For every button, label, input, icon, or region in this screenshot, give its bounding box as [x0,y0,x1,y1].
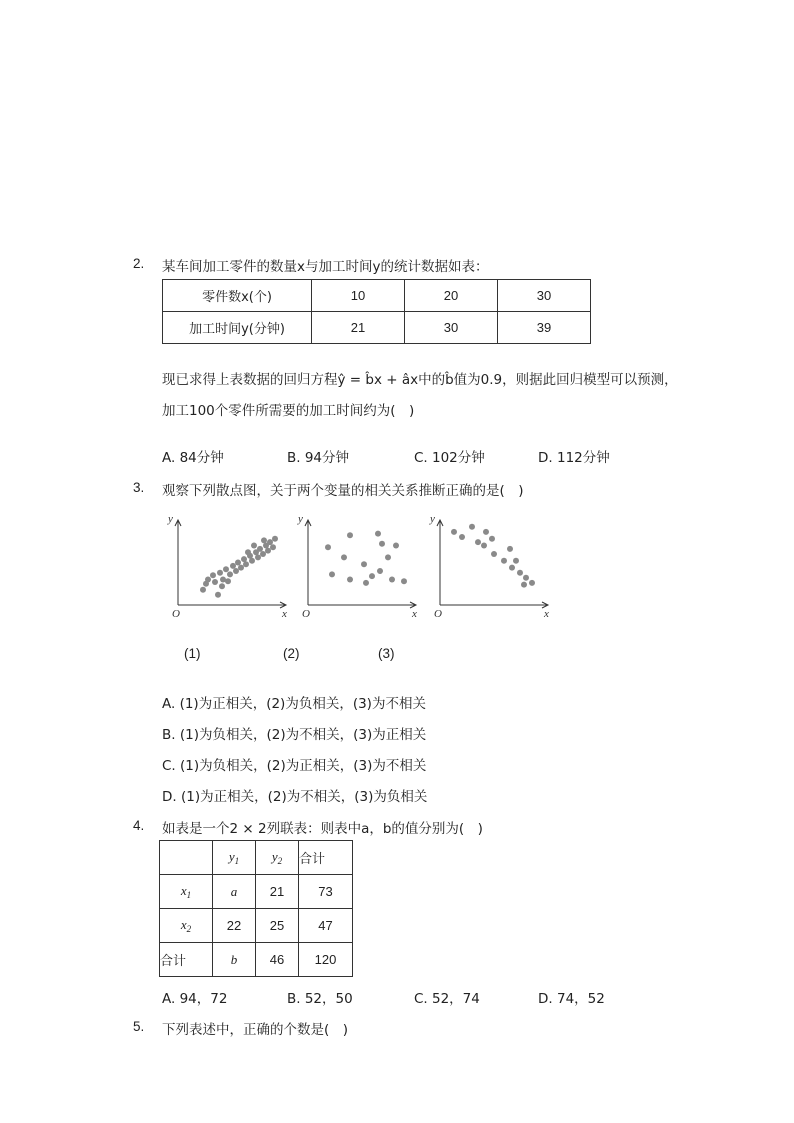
x-axis-label: x [412,608,417,620]
scatter-point [385,554,391,560]
q4-option-d[interactable]: D. 74，52 [538,991,605,1007]
origin-label: O [172,608,180,620]
scatter-point [363,580,369,586]
scatter-point [483,529,489,535]
table-cell: 合计 [299,841,353,875]
scatter-point [469,524,475,530]
table-cell: b [213,943,256,977]
q4-contingency-table [159,840,353,977]
scatter-point [341,554,347,560]
scatter-point [401,578,407,584]
table-cell: a [213,875,256,909]
q3-option-b[interactable]: B. (1)为负相关，(2)为不相关，(3)为正相关 [162,727,427,743]
scatter-point [361,561,367,567]
q3-number: 3. [133,480,145,495]
table-cell: 46 [256,943,299,977]
table-row [163,280,591,312]
scatter-point [329,571,335,577]
q3-option-c[interactable]: C. (1)为负相关，(2)为正相关，(3)为不相关 [162,758,427,774]
scatter-point [210,572,216,578]
q5-stem: 下列表述中，正确的个数是( ) [162,1022,349,1038]
table-cell: 30 [405,312,498,344]
table-row [160,841,353,875]
q3-option-d[interactable]: D. (1)为正相关，(2)为不相关，(3)为负相关 [162,789,428,805]
scatter-point [225,578,231,584]
q4-option-a[interactable]: A. 94，72 [162,991,228,1007]
scatter-point [270,544,276,550]
q2-text-line-2: 加工100个零件所需要的加工时间约为( ) [162,403,415,419]
scatter-point [230,563,236,569]
q4-number: 4. [133,818,145,833]
scatter-point [205,577,211,583]
y-axis-label: y [430,515,435,525]
table-cell: 加工时间y(分钟) [163,312,312,344]
q2-stem: 某车间加工零件的数量x与加工时间y的统计数据如表： [162,259,489,275]
scatter-point [523,575,529,581]
table-cell [160,841,213,875]
plot-label-3: (3) [378,646,395,661]
scatter-point [261,537,267,543]
scatter-point [267,539,273,545]
scatter-point [212,579,218,585]
q2-option-c[interactable]: C. 102分钟 [414,450,485,466]
scatter-point [513,558,519,564]
q2-text-line-1: 现已求得上表数据的回归方程ŷ = b̂x + âx中的b̂值为0.9，则据此回归模型可以预测， [162,372,678,388]
scatter-point [451,529,457,535]
q3-option-a[interactable]: A. (1)为正相关，(2)为负相关，(3)为不相关 [162,696,426,712]
scatter-point [255,554,261,560]
scatter-point [347,577,353,583]
scatter-point [260,551,266,557]
scatter-point [257,546,263,552]
table-row [160,943,353,977]
y-axis-label: y [298,515,303,525]
scatter-point [241,556,247,562]
scatter-point [251,543,257,549]
table-cell: 120 [299,943,353,977]
q4-option-b[interactable]: B. 52，50 [287,991,353,1007]
table-row [163,312,591,344]
scatter-point [217,570,223,576]
q2-option-a[interactable]: A. 84分钟 [162,450,224,466]
scatter-point [369,573,375,579]
table-cell: $x_1$ [160,875,213,909]
table-row [160,875,353,909]
scatter-point [272,536,278,542]
table-cell: 零件数x(个) [163,280,312,312]
q2-data-table [162,279,591,344]
scatter-point [223,566,229,572]
scatter-point [215,592,221,598]
q3-stem: 观察下列散点图，关于两个变量的相关关系推断正确的是( ) [162,483,524,499]
scatter-point [475,539,481,545]
table-cell: $x_2$ [160,909,213,943]
table-cell: 20 [405,280,498,312]
q2-number: 2. [133,256,145,271]
scatter-point [233,568,239,574]
q2-option-d[interactable]: D. 112分钟 [538,450,610,466]
scatter-point [481,543,487,549]
y-axis-label: y [168,515,173,525]
scatter-point [265,548,271,554]
q2-option-b[interactable]: B. 94分钟 [287,450,350,466]
table-cell: 21 [312,312,405,344]
q4-option-c[interactable]: C. 52，74 [414,991,480,1007]
scatter-point [507,546,513,552]
table-cell: 25 [256,909,299,943]
table-cell: 30 [498,280,591,312]
scatter-plots-figure [160,515,580,625]
x-axis-label: x [544,608,549,620]
scatter-point [235,560,241,566]
table-cell: 39 [498,312,591,344]
scatter-point [489,536,495,542]
scatter-point [393,543,399,549]
table-cell: $y_2$ [256,841,299,875]
scatter-point [459,534,465,540]
scatter-point [501,558,507,564]
scatter-point [377,568,383,574]
scatter-point [379,541,385,547]
table-cell: 22 [213,909,256,943]
scatter-point [219,583,225,589]
plot-label-2: (2) [283,646,300,661]
scatter-point [491,551,497,557]
scatter-point [249,558,255,564]
scatter-point [529,580,535,586]
x-axis-label: x [282,608,287,620]
table-row [160,909,353,943]
table-cell: 10 [312,280,405,312]
scatter-point [517,570,523,576]
scatter-point [200,587,206,593]
origin-label: O [434,608,442,620]
scatter-point [521,582,527,588]
plot-label-1: (1) [184,646,201,661]
scatter-point [243,561,249,567]
scatter-point [325,544,331,550]
table-cell: 21 [256,875,299,909]
origin-label: O [302,608,310,620]
scatter-point [509,565,515,571]
scatter-point [227,571,233,577]
table-cell: $y_1$ [213,841,256,875]
q4-stem: 如表是一个2 × 2列联表：则表中a，b的值分别为( ) [162,821,483,837]
q5-number: 5. [133,1019,145,1034]
scatter-point [245,549,251,555]
table-cell: 合计 [160,943,213,977]
table-cell: 47 [299,909,353,943]
scatter-point [347,532,353,538]
scatter-point [389,577,395,583]
table-cell: 73 [299,875,353,909]
scatter-point [238,565,244,571]
scatter-point [375,531,381,537]
